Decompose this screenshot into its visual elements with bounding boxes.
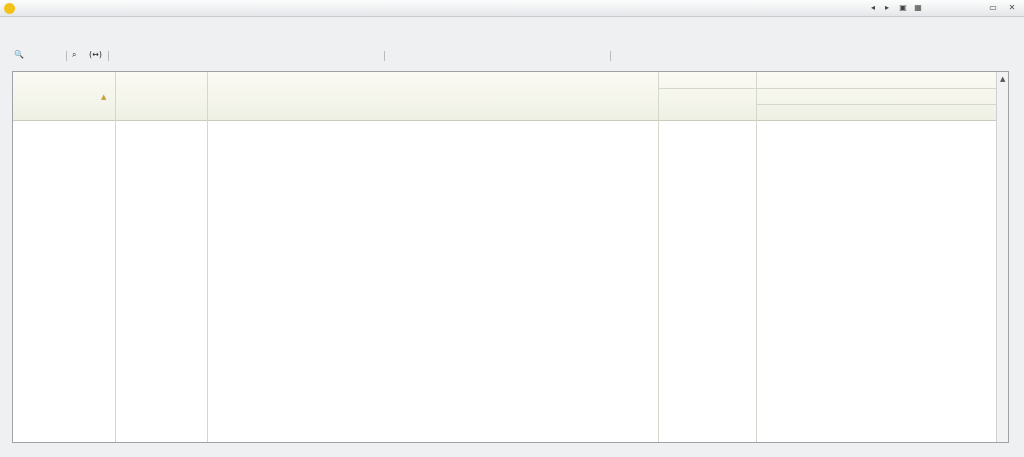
sort-asc-icon: ▲ xyxy=(101,93,107,101)
find-button[interactable] xyxy=(14,50,24,59)
restore-icon[interactable]: ▭ xyxy=(989,3,997,12)
forward-icon[interactable]: ▸ xyxy=(884,3,889,12)
memory-mminus-button[interactable] xyxy=(965,2,983,14)
memory-mplus-button[interactable] xyxy=(943,2,961,14)
table-header xyxy=(13,72,997,121)
header-divider xyxy=(756,104,997,105)
column-divider xyxy=(658,72,659,443)
close-icon[interactable]: ✕ xyxy=(1008,3,1016,12)
toolbar-separator xyxy=(384,51,385,61)
tenders-table xyxy=(12,71,1009,443)
app-logo-icon xyxy=(4,3,15,14)
column-divider xyxy=(756,72,757,443)
calculator-icon[interactable]: ▦ xyxy=(914,3,922,12)
search-icon: 🔍 xyxy=(14,50,24,59)
toolbar-separator xyxy=(610,51,611,61)
history-icon[interactable]: (↔) xyxy=(89,50,102,59)
title-bar xyxy=(0,0,1024,17)
column-divider xyxy=(115,72,116,443)
toolbar-separator xyxy=(66,51,67,61)
favorites-icon[interactable]: ▣ xyxy=(899,3,907,12)
toolbar xyxy=(0,47,1024,65)
column-divider xyxy=(207,72,208,443)
vertical-scrollbar[interactable] xyxy=(996,72,1008,442)
scroll-up-icon[interactable]: ▲ xyxy=(1000,75,1006,83)
back-icon[interactable]: ◂ xyxy=(870,3,875,12)
cancel-search-icon[interactable]: ⌕ xyxy=(72,50,77,59)
toolbar-separator xyxy=(108,51,109,61)
memory-m-button[interactable] xyxy=(928,2,938,14)
header-divider xyxy=(658,88,997,89)
